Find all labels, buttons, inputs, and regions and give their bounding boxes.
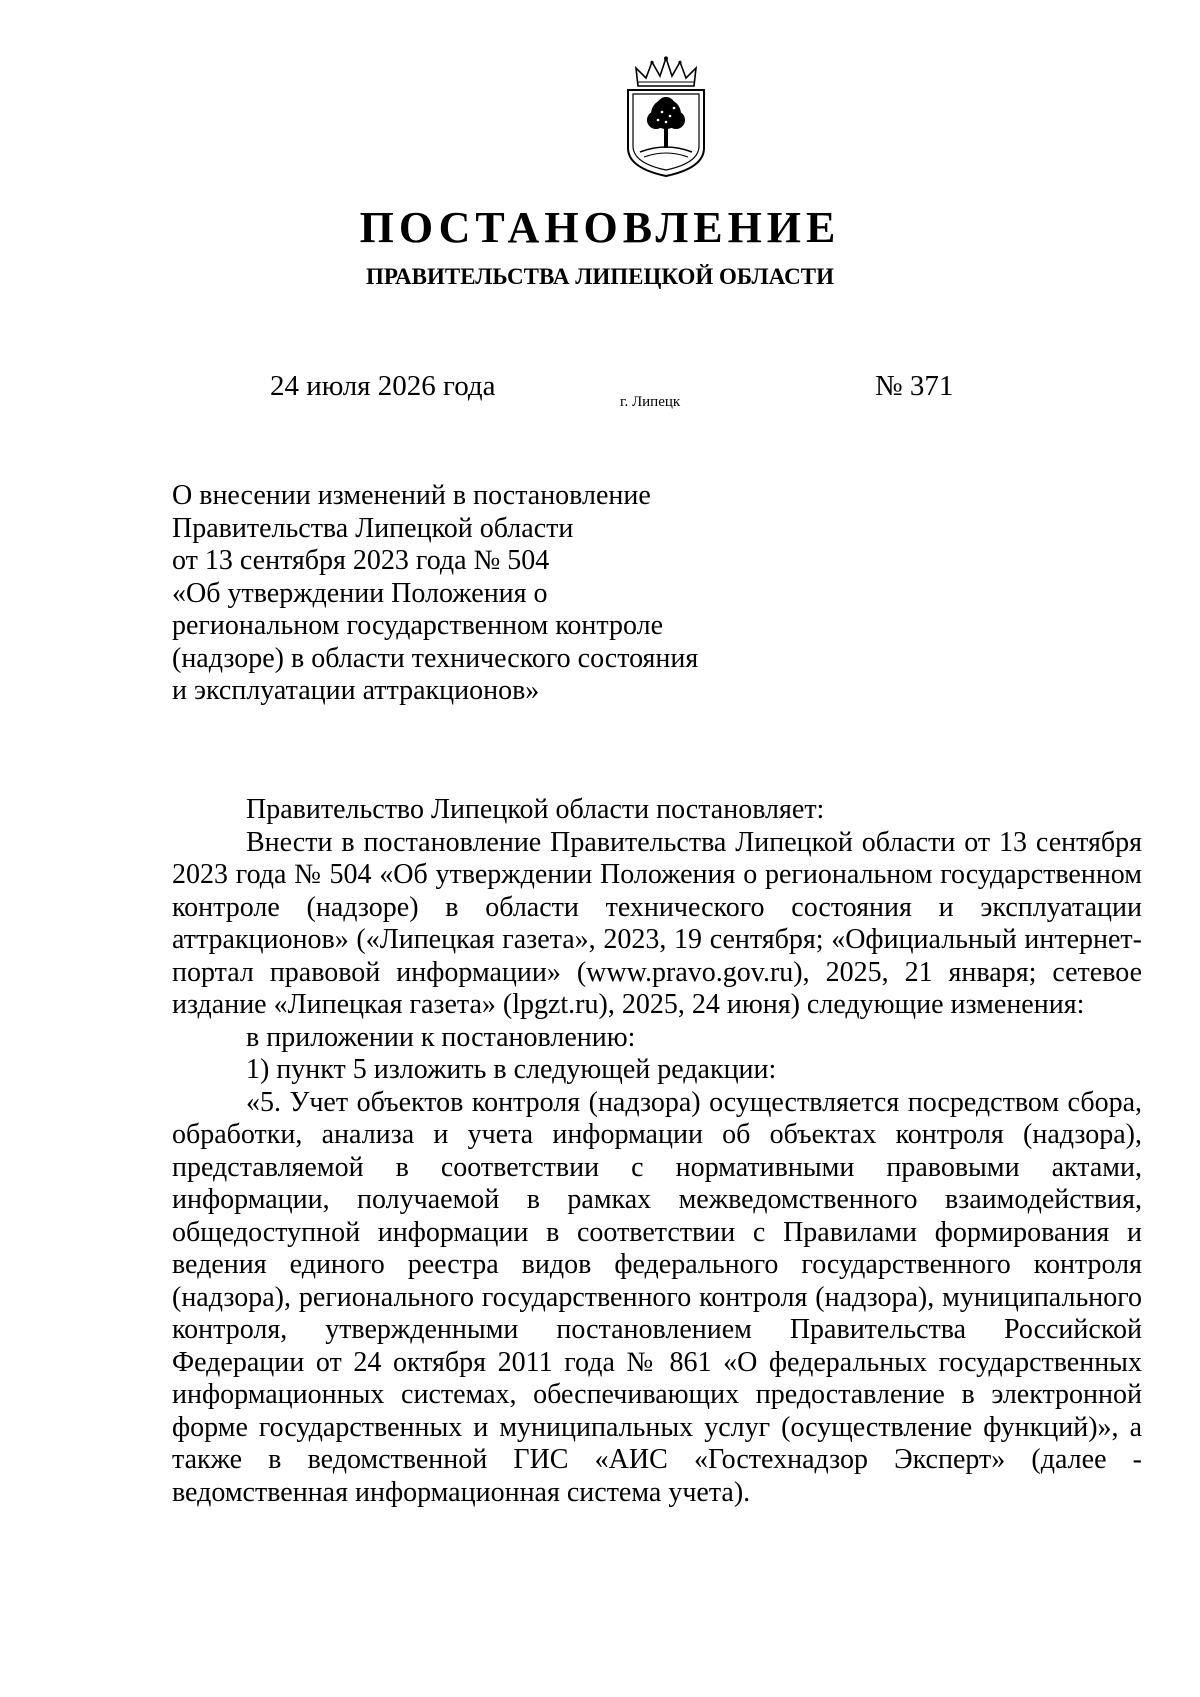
document-title: ПОСТАНОВЛЕНИЕ: [359, 203, 841, 252]
resolution-intro: Правительство Липецкой области постановляет:: [246, 794, 825, 825]
subject-line: региональном государственном контроле: [172, 610, 663, 641]
subject-line: Правительства Липецкой области: [172, 512, 574, 544]
coat-of-arms-icon: [618, 56, 714, 178]
appendix-paragraph: в приложении к постановлению:: [246, 1021, 636, 1053]
document-date: 24 июля 2026 года: [270, 370, 496, 402]
clause-5-paragraph: «5. Учет объектов контроля (надзора) осуществляется посредством сбора, обработки, анализа и учета информации об объектах контроля (надзора), представляемой в соответствии с нормативными правовыми актами, информации, получаемой в рамках межведомственного взаимодействия, общедоступной информации в соответствии с Правилами формирования и ведения единого реестра видов федерального государственного контроля (надзора), регионального государственного контроля (надзора), муниципального контроля, утвержденными постановлением Правительства Российской Федерации от 24 октября 2011 года № 861 «О федеральных государственных информационных системах, обеспечивающих предоставление в электронной форме государственных и муниципальных услуг (осуществление функций)», а также в ведомственной ГИС «АИС «Гостехнадзор Эксперт» (далее - ведомственная информационная система учета).: [172, 1086, 1142, 1508]
document-body: [172, 794, 1142, 1509]
subject-line: «Об утверждении Положения о: [172, 577, 548, 609]
document-number: № 371: [875, 370, 954, 402]
subject-line: (надзоре) в области технического состояния: [172, 642, 699, 674]
item-paragraph: 1) пункт 5 изложить в следующей редакции:: [246, 1054, 777, 1085]
subject-line: О внесении изменений в постановление: [172, 480, 651, 511]
document-subject: [172, 480, 812, 708]
document-city: г. Липецк: [620, 394, 681, 410]
amendment-paragraph: Внести в постановление Правительства Липецкой области от 13 сентября 2023 года № 504 «Об утверждении Положения о региональном государственном контроле (надзоре) в области технического состояния и эксплуатации аттракционов» («Липецкая газета», 2023, 19 сентября; «Официальный интернет-портал правовой информации» (www.pravo.gov.ru), 2025, 21 января; сетевое издание «Липецкая газета» (lpgzt.ru), 2025, 24 июня) следующие изменения:: [172, 826, 1142, 1020]
subject-line: от 13 сентября 2023 года № 504: [172, 545, 550, 576]
subject-line: и эксплуатации аттракционов»: [172, 675, 540, 706]
document-issuer: ПРАВИТЕЛЬСТВА ЛИПЕЦКОЙ ОБЛАСТИ: [366, 264, 834, 289]
